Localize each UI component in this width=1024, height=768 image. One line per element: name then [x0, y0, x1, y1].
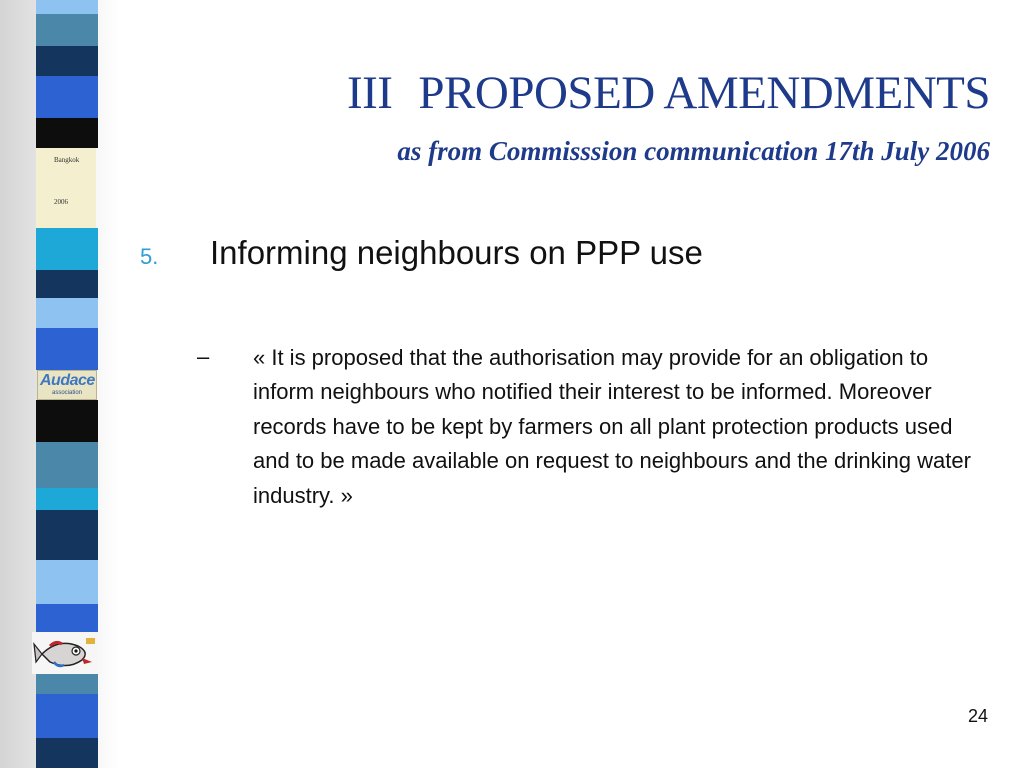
sub-bullet-text: « It is proposed that the authorisation may provide for an obligation to inform neighbours who notified their interest to be informed. Moreover records have to be kept by farmers on all plant protection products used and to be made available on request to neighbours and the drinking water industry. » [253, 345, 971, 508]
page-number: 24 [967, 706, 988, 726]
bullet-number: 5. [140, 244, 159, 269]
sidebar-caption-year: 2006 [54, 198, 68, 206]
fish-logo-icon [32, 632, 98, 674]
title-text: PROPOSED AMENDMENTS [418, 67, 990, 119]
strip-block [36, 400, 98, 442]
slide-subtitle: as from Commisssion communication 17th July 2006 [397, 136, 990, 166]
audace-logo [37, 370, 97, 400]
strip-block [36, 328, 98, 370]
strip-block [36, 604, 98, 632]
strip-block [36, 510, 98, 560]
strip-block [36, 694, 98, 738]
audace-logo-text: Audace [40, 372, 95, 389]
title-number: III [346, 67, 393, 119]
strip-block [36, 298, 98, 328]
strip-block [36, 442, 98, 488]
strip-block [36, 0, 98, 14]
bullet-text: Informing neighbours on PPP use [210, 234, 703, 271]
slide-title [0, 66, 990, 120]
sub-bullet-marker: – [197, 344, 210, 369]
strip-block [36, 738, 98, 768]
strip-block [36, 270, 98, 298]
audace-logo-subtext: association [52, 390, 83, 396]
sidebar-caption-city: Bangkok [54, 156, 80, 164]
strip-block [36, 488, 98, 510]
strip-block [36, 14, 98, 46]
strip-block [36, 228, 98, 236]
strip-block [36, 674, 98, 694]
strip-block [36, 560, 98, 604]
strip-block [36, 236, 98, 270]
